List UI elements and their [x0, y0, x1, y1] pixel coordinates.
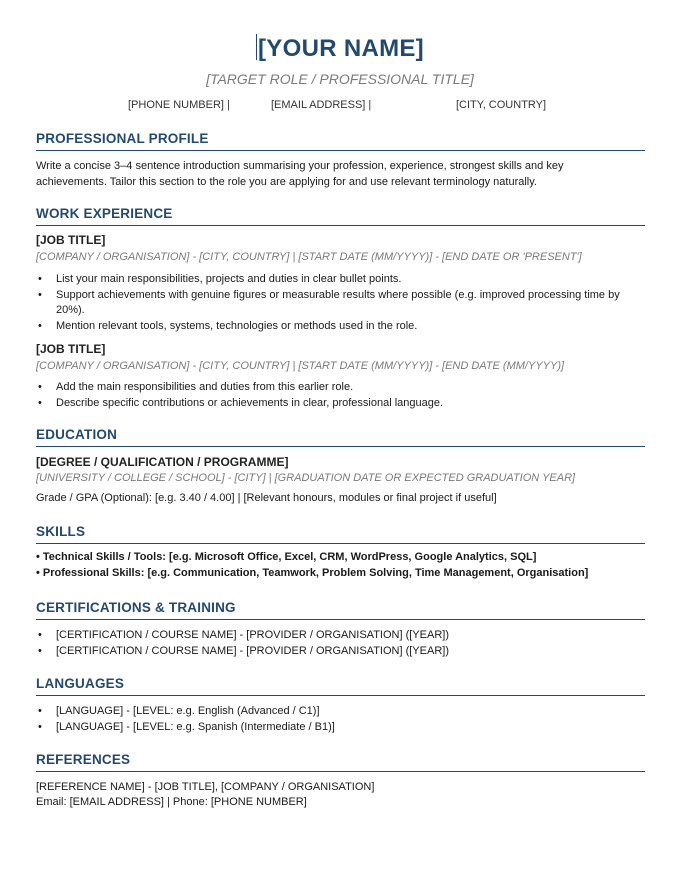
certification-list — [36, 627, 636, 659]
bullet-icon: • — [38, 273, 42, 285]
name-text: [YOUR NAME] — [258, 35, 424, 62]
job-title: [JOB TITLE] — [36, 233, 106, 247]
list-item: • [LANGUAGE] - [LEVEL: e.g. Spanish (Intermediate / B1)] — [38, 721, 335, 733]
list-item: • Mention relevant tools, systems, technologies or methods used in the role. — [36, 319, 636, 335]
bullet-icon: • — [38, 319, 42, 332]
job-bullets — [36, 380, 636, 411]
profile-text: Write a concise 3–4 sentence introduction summarising your profession, experience, strongest skills and key achievements. Tailor this section to the role you are applying for and use relevant terminology naturally. — [36, 160, 564, 188]
contact-phone: [PHONE NUMBER] | — [128, 99, 230, 111]
list-item: • [CERTIFICATION / COURSE NAME] - [PROVIDER / ORGANISATION] ([YEAR]) — [38, 645, 449, 657]
section-title-languages: LANGUAGES — [36, 676, 645, 696]
contact-location: [CITY, COUNTRY] — [456, 99, 547, 111]
reference-line: [REFERENCE NAME] - [JOB TITLE], [COMPANY / ORGANISATION] — [36, 781, 375, 793]
education-grade: Grade / GPA (Optional): [e.g. 3.40 / 4.00] | [Relevant honours, modules or final project if useful] — [36, 492, 497, 504]
section-title-work: WORK EXPERIENCE — [36, 206, 645, 226]
bullet-icon: • — [38, 629, 42, 641]
name-heading[interactable] — [0, 34, 680, 63]
job-title: [JOB TITLE] — [36, 342, 106, 356]
list-item: • List your main responsibilities, projects and duties in clear bullet points. — [36, 272, 636, 288]
degree-title: [DEGREE / QUALIFICATION / PROGRAMME] — [36, 455, 289, 469]
section-title-references: REFERENCES — [36, 752, 645, 772]
skill-line-technical: • Technical Skills / Tools: [e.g. Microsoft Office, Excel, CRM, WordPress, Google Analytics, SQL] — [36, 551, 537, 563]
bullet-icon: • — [38, 396, 42, 409]
section-title-profile: PROFESSIONAL PROFILE — [36, 131, 645, 151]
bullet-icon: • — [38, 645, 42, 657]
skill-line-professional: • Professional Skills: [e.g. Communication, Teamwork, Problem Solving, Time Management, Organisation] — [36, 567, 589, 579]
education-meta: [UNIVERSITY / COLLEGE / SCHOOL] - [CITY] | [GRADUATION DATE OR EXPECTED GRADUATION YEAR] — [36, 472, 576, 484]
role-subtitle: [TARGET ROLE / PROFESSIONAL TITLE] — [206, 71, 474, 87]
list-item: • [LANGUAGE] - [LEVEL: e.g. English (Advanced / C1)] — [38, 705, 320, 717]
language-list — [36, 703, 636, 735]
list-item: • Add the main responsibilities and duties from this earlier role. — [36, 380, 636, 396]
contact-email: [EMAIL ADDRESS] | — [271, 99, 372, 111]
list-item: • [CERTIFICATION / COURSE NAME] - [PROVIDER / ORGANISATION] ([YEAR]) — [38, 629, 449, 641]
section-title-certifications: CERTIFICATIONS & TRAINING — [36, 600, 645, 620]
bullet-icon: • — [38, 381, 42, 393]
bullet-icon: • — [38, 721, 42, 733]
job-meta: [COMPANY / ORGANISATION] - [CITY, COUNTRY] | [START DATE (MM/YYYY)] - [END DATE OR 'PRESENT'] — [36, 251, 582, 263]
section-title-education: EDUCATION — [36, 427, 645, 447]
list-item: • Support achievements with genuine figures or measurable results where possible (e.g. improved processing time by 20%). — [38, 288, 620, 316]
bullet-icon: • — [38, 705, 42, 717]
job-meta: [COMPANY / ORGANISATION] - [CITY, COUNTRY] | [START DATE (MM/YYYY)] - [END DATE (MM/YYYY)] — [36, 360, 565, 372]
job-bullets — [36, 272, 636, 334]
reference-contact: Email: [EMAIL ADDRESS] | Phone: [PHONE NUMBER] — [36, 796, 307, 808]
text-cursor — [256, 34, 257, 60]
bullet-icon: • — [38, 288, 42, 301]
list-item: • Describe specific contributions or achievements in clear, professional language. — [36, 396, 636, 412]
section-title-skills: SKILLS — [36, 524, 645, 544]
